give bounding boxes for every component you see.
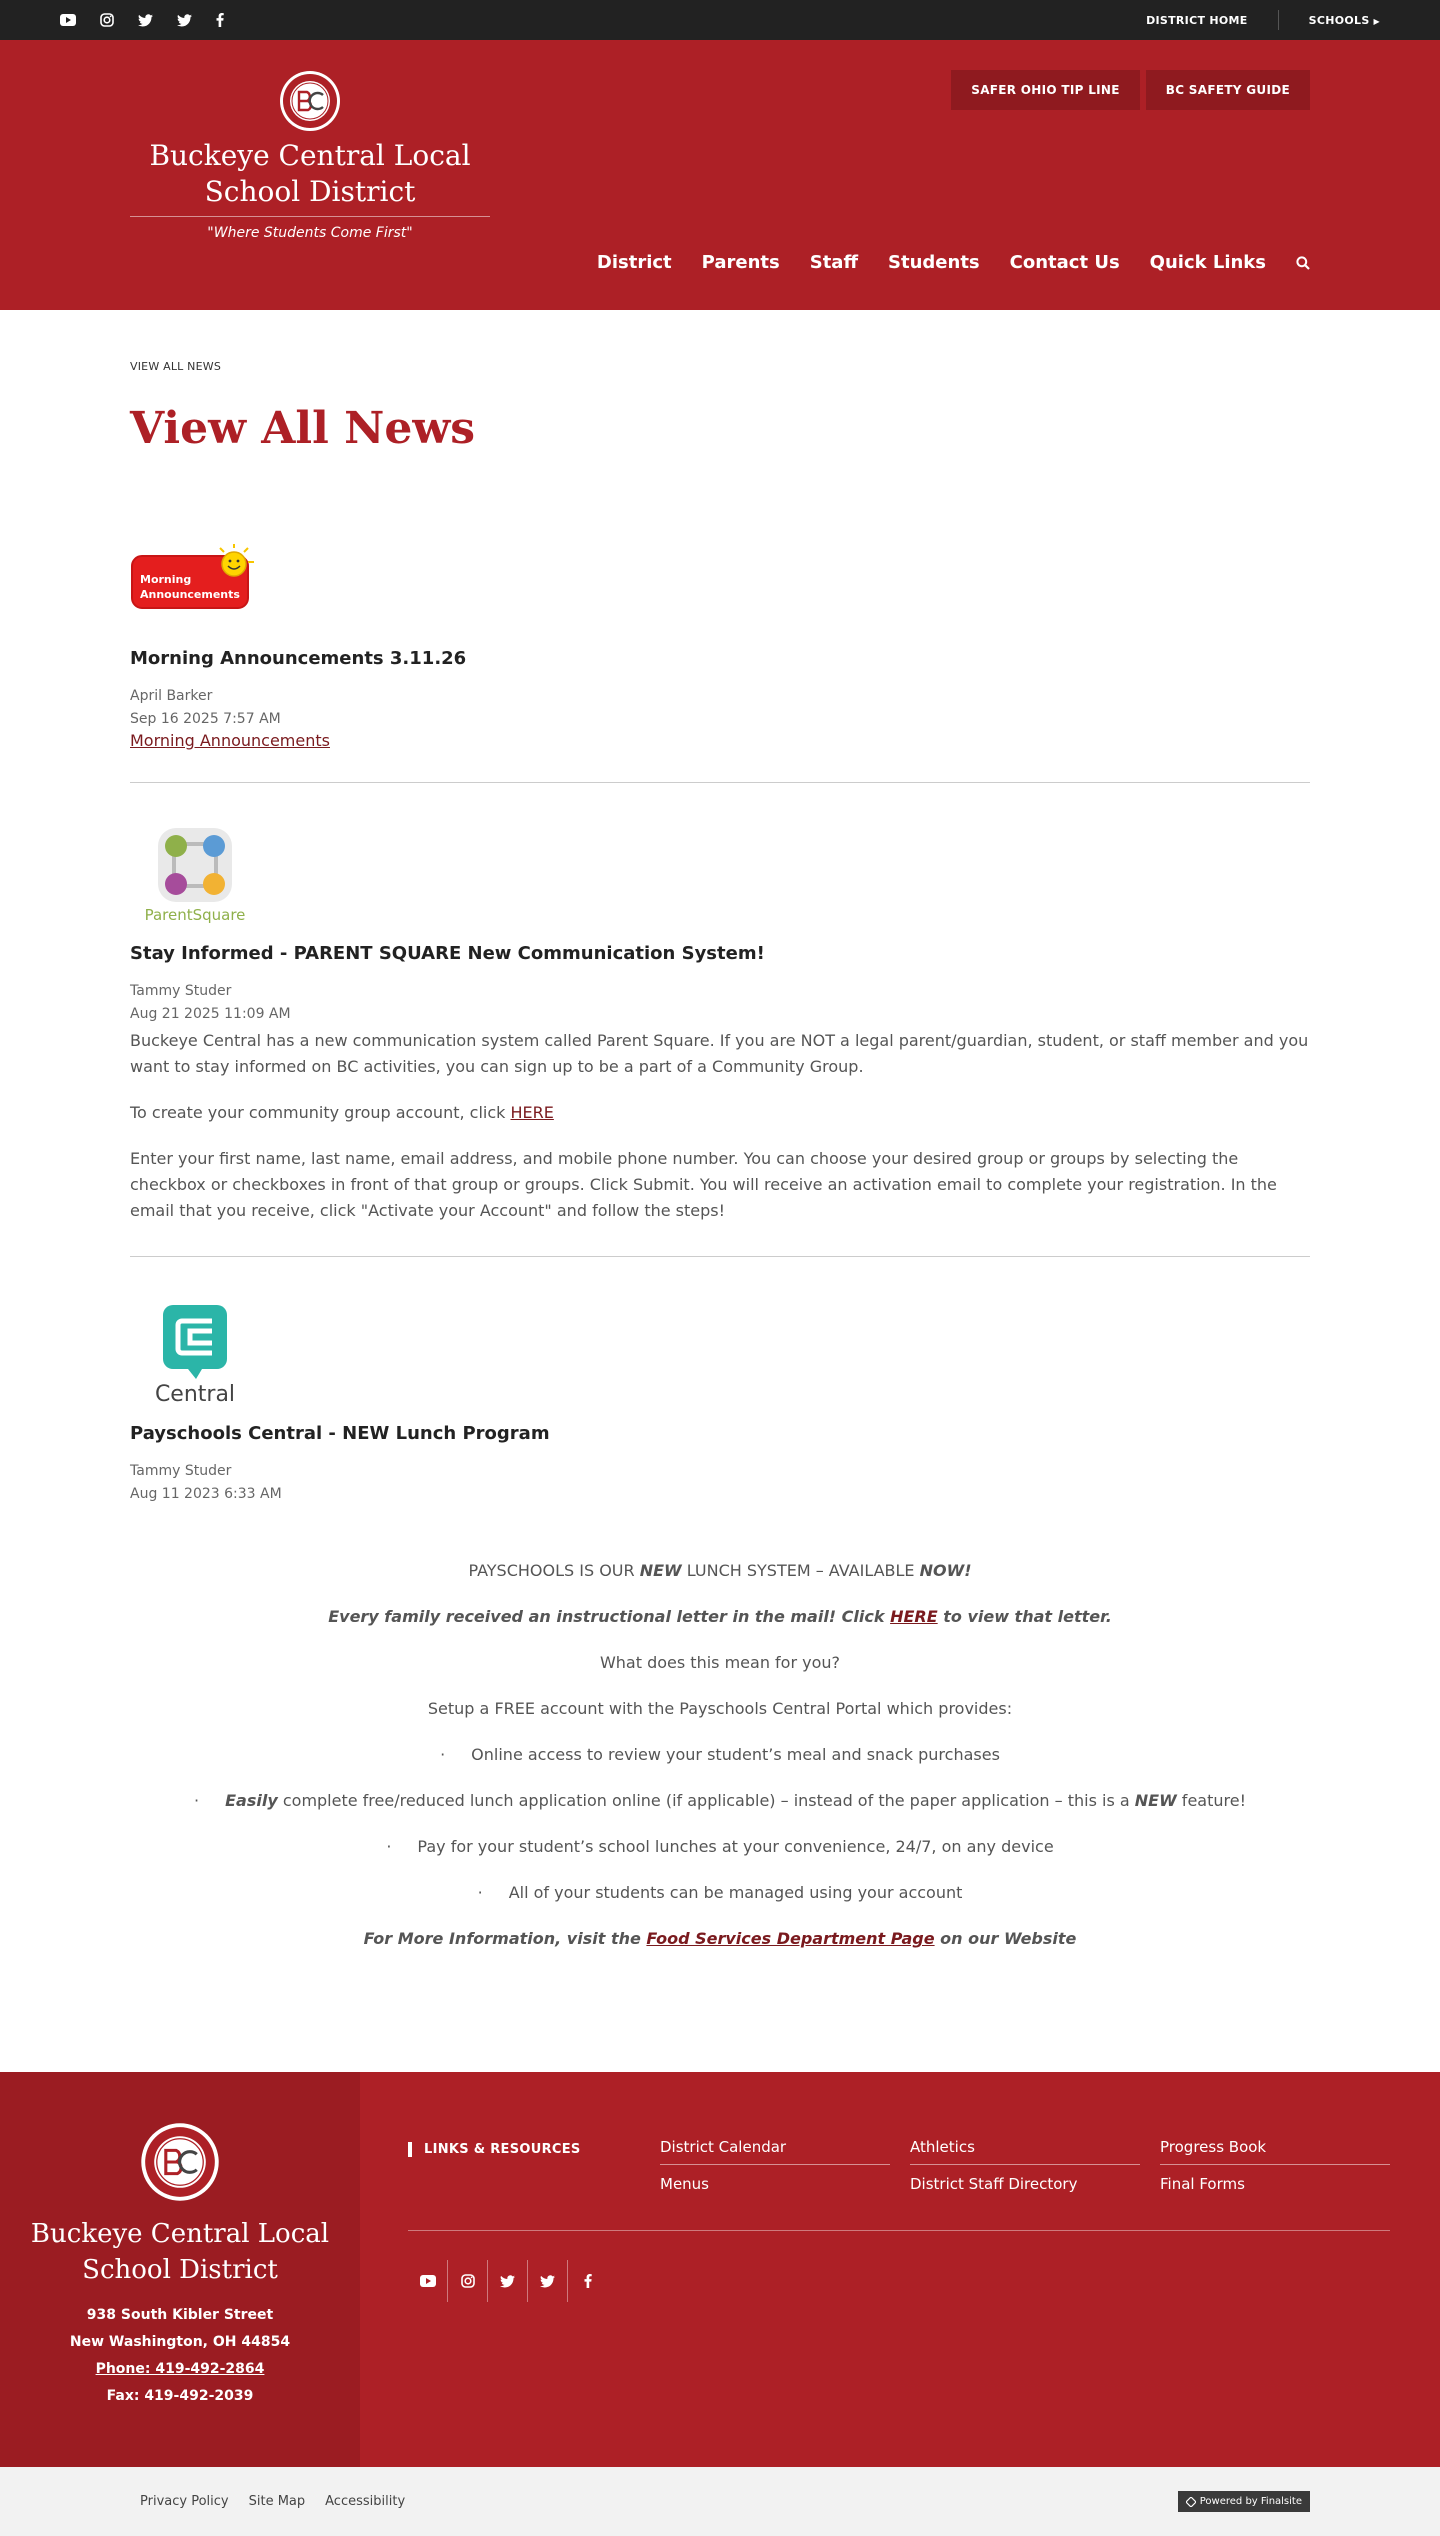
lunch-line: Setup a FREE account with the Payschools Central Portal which provides: <box>427 1699 1013 1718</box>
post-author: Tammy Studer <box>130 1463 232 1479</box>
text-emphasis: Easily <box>225 1791 278 1810</box>
bottom-bar <box>0 2467 1440 2536</box>
twitter-icon[interactable] <box>528 2260 568 2302</box>
text-emphasis: Every family received an instructional letter in the mail! Click <box>328 1607 891 1626</box>
lunch-line: What does this mean for you? <box>599 1653 841 1672</box>
nav-item-parents[interactable]: Parents <box>701 252 780 273</box>
post-thumbnail[interactable] <box>130 1299 1310 1409</box>
powered-by-finalsite-badge[interactable] <box>1178 2491 1310 2512</box>
main-content <box>0 360 1440 2012</box>
lunch-bullet <box>130 1834 1310 1860</box>
footer-link-final-forms[interactable]: Final Forms <box>1160 2175 1245 2193</box>
bullet-icon: · <box>440 1745 446 1764</box>
schools-label: SCHOOLS <box>1308 13 1370 27</box>
finalsite-icon <box>1186 2497 1196 2507</box>
parentsquare-logo-image <box>130 824 260 924</box>
text-emphasis: NOW! <box>919 1561 972 1580</box>
text-emphasis: on our Website <box>934 1929 1077 1948</box>
site-header <box>0 40 1440 310</box>
post-meta <box>130 1460 1310 1506</box>
post-thumbnail[interactable] <box>130 524 1310 634</box>
post-category-link[interactable]: Morning Announcements <box>130 731 330 750</box>
payschools-central-logo-image <box>130 1299 260 1409</box>
accessibility-link[interactable]: Accessibility <box>325 2494 406 2509</box>
text: All of your students can be managed using your account <box>508 1883 963 1902</box>
text-emphasis: NEW <box>639 1561 682 1580</box>
here-link[interactable]: HERE <box>890 1607 938 1626</box>
divider <box>130 216 490 217</box>
safer-ohio-tip-line-button[interactable]: SAFER OHIO TIP LINE <box>951 70 1140 110</box>
street-address: 938 South Kibler Street <box>86 2307 274 2323</box>
post-meta <box>130 980 1310 1026</box>
news-post <box>130 782 1310 1256</box>
lunch-program-details <box>130 1558 1310 1952</box>
text-emphasis: For More Information, visit the <box>363 1929 647 1948</box>
footer-link-menus[interactable]: Menus <box>660 2175 709 2193</box>
school-tagline: "Where Students Come First" <box>207 225 413 241</box>
facebook-icon[interactable] <box>216 13 224 27</box>
school-name: Buckeye Central Local School District <box>149 139 471 208</box>
text-emphasis: to view that letter. <box>937 1607 1112 1626</box>
text-emphasis: NEW <box>1134 1791 1177 1810</box>
text: LUNCH SYSTEM – AVAILABLE <box>681 1561 920 1580</box>
post-author: Tammy Studer <box>130 983 232 999</box>
caret-right-icon: ▶ <box>1373 16 1380 26</box>
footer-social-links <box>408 2260 608 2302</box>
footer-links <box>660 2132 1390 2201</box>
youtube-icon[interactable] <box>60 14 76 26</box>
text: Pay for your student’s school lunches at your convenience, 24/7, on any device <box>417 1837 1054 1856</box>
district-logo <box>140 2122 220 2202</box>
here-link[interactable]: HERE <box>510 1103 554 1122</box>
lunch-line <box>130 1604 1310 1630</box>
youtube-icon[interactable] <box>408 2260 448 2302</box>
privacy-policy-link[interactable]: Privacy Policy <box>140 2494 229 2509</box>
svg-text:Morning: Morning <box>140 573 192 586</box>
district-logo <box>279 70 341 132</box>
nav-item-contact-us[interactable]: Contact Us <box>1009 252 1120 273</box>
morning-announcements-image <box>130 544 260 614</box>
city-address: New Washington, OH 44854 <box>69 2334 291 2350</box>
nav-item-quick-links[interactable]: Quick Links <box>1149 252 1266 273</box>
search-icon[interactable] <box>1296 256 1310 270</box>
bullet-icon: · <box>194 1791 200 1810</box>
footer-school-name: Buckeye Central Local School District <box>30 2219 330 2285</box>
footer-link-athletics[interactable]: Athletics <box>910 2132 1140 2165</box>
instagram-icon[interactable] <box>448 2260 488 2302</box>
post-title[interactable]: Morning Announcements 3.11.26 <box>130 648 467 669</box>
footer-contact <box>0 2072 360 2467</box>
lunch-bullet <box>130 1880 1310 1906</box>
post-thumbnail[interactable] <box>130 819 1310 929</box>
header-buttons <box>951 70 1310 110</box>
news-post <box>130 454 1310 782</box>
post-body-paragraph: Enter your first name, last name, email address, and mobile phone number. You can choose your desired group or groups by selecting the checkbox or checkboxes in front of that group or groups. Click Submit. You will receive an activation email to complete your registration. In the email that you receive, click "Activate your Account" and follow the steps! <box>130 1149 1277 1220</box>
phone-link[interactable] <box>0 2356 360 2383</box>
footer-link-progress-book[interactable]: Progress Book <box>1160 2132 1390 2165</box>
fax-number: Fax: 419-492-2039 <box>106 2388 254 2404</box>
post-date: Aug 21 2025 11:09 AM <box>130 1006 291 1022</box>
footer-link-district-calendar[interactable]: District Calendar <box>660 2132 890 2165</box>
news-post <box>130 1256 1310 2012</box>
nav-item-district[interactable]: District <box>596 252 672 273</box>
post-body-paragraph: Buckeye Central has a new communication system called Parent Square. If you are NOT a legal parent/guardian, student, or staff member and you want to stay informed on BC activities, you can sign up to be a part of a Community Group. <box>130 1031 1309 1076</box>
post-date: Sep 16 2025 7:57 AM <box>130 711 281 727</box>
lunch-bullet <box>130 1742 1310 1768</box>
post-meta <box>130 685 1310 731</box>
food-services-link[interactable]: Food Services Department Page <box>646 1929 935 1948</box>
svg-text:Central: Central <box>154 1382 236 1407</box>
breadcrumb[interactable]: VIEW ALL NEWS <box>130 360 222 373</box>
instagram-icon[interactable] <box>100 13 114 27</box>
text: PAYSCHOOLS IS OUR <box>468 1561 640 1580</box>
brand[interactable] <box>130 70 490 241</box>
site-footer <box>0 2072 1440 2467</box>
district-home-link[interactable]: DISTRICT HOME <box>1146 13 1248 27</box>
schools-dropdown[interactable] <box>1309 14 1380 27</box>
lunch-line <box>130 1926 1310 1952</box>
main-nav <box>597 252 1310 273</box>
twitter-icon[interactable] <box>488 2260 528 2302</box>
facebook-icon[interactable] <box>568 2260 608 2302</box>
text: complete free/reduced lunch application online (if applicable) – instead of the paper application – this is a <box>277 1791 1135 1810</box>
page-title: View All News <box>130 403 476 454</box>
divider <box>408 2230 1390 2231</box>
twitter-icon[interactable] <box>138 14 153 27</box>
utility-bar <box>0 0 1440 40</box>
nav-item-students[interactable]: Students <box>888 252 980 273</box>
post-title[interactable]: Stay Informed - PARENT SQUARE New Communication System! <box>130 943 765 964</box>
post-body-paragraph <box>130 1100 1310 1126</box>
footer-links-area <box>360 2072 1440 2467</box>
utility-links <box>1146 10 1380 30</box>
post-date: Aug 11 2023 6:33 AM <box>130 1486 282 1502</box>
divider <box>1278 10 1279 30</box>
svg-text:Announcements: Announcements <box>140 588 240 601</box>
footer-link-district-staff-directory[interactable]: District Staff Directory <box>910 2175 1078 2193</box>
footer-address <box>0 2302 360 2410</box>
lunch-bullet <box>130 1788 1310 1814</box>
bullet-icon: · <box>477 1883 483 1902</box>
bc-safety-guide-button[interactable]: BC SAFETY GUIDE <box>1146 70 1310 110</box>
powered-by-text: Powered by Finalsite <box>1199 2496 1302 2507</box>
bullet-icon: · <box>386 1837 392 1856</box>
nav-item-staff[interactable]: Staff <box>809 252 859 273</box>
site-map-link[interactable]: Site Map <box>248 2494 306 2509</box>
text: feature! <box>1176 1791 1246 1810</box>
bottom-links <box>140 2494 405 2509</box>
links-resources-heading: LINKS & RESOURCES <box>408 2142 581 2157</box>
svg-text:ParentSquare: ParentSquare <box>144 906 246 924</box>
phone-text: Phone: 419-492-2864 <box>95 2361 265 2377</box>
text: Online access to review your student’s meal and snack purchases <box>471 1745 1000 1764</box>
post-author: April Barker <box>130 688 213 704</box>
paragraph-text: To create your community group account, click <box>130 1103 511 1122</box>
twitter-icon[interactable] <box>177 14 192 27</box>
lunch-line <box>130 1558 1310 1584</box>
utility-social-links <box>60 13 224 27</box>
post-title[interactable]: Payschools Central - NEW Lunch Program <box>130 1423 550 1444</box>
